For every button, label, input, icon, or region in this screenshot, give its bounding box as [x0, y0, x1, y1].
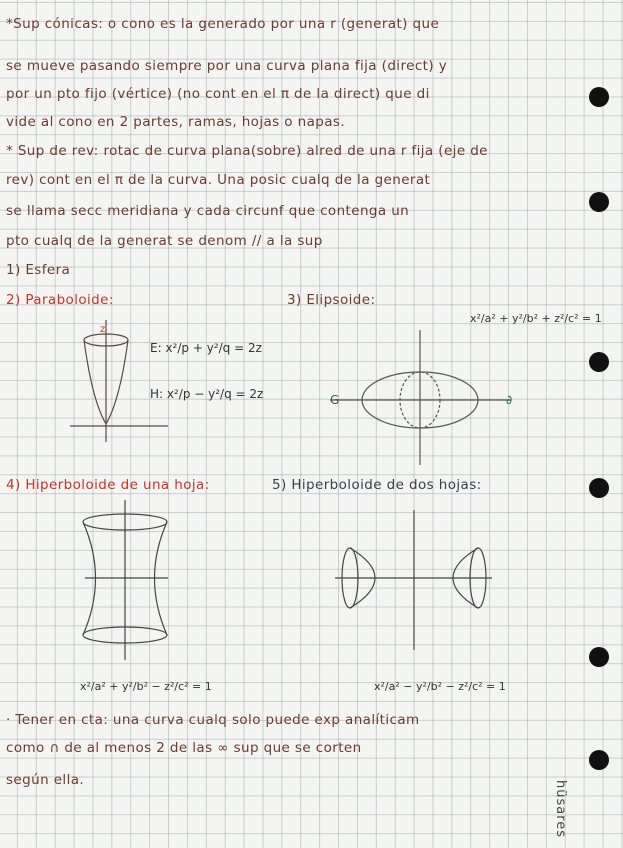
brand-logo: hüsares — [553, 780, 568, 839]
note-line: pto cualq de la generat se denom // a la sup — [6, 233, 323, 249]
list-item-paraboloide: 2) Paraboloide: — [6, 292, 114, 308]
formula-hiperboloide-una-hoja: x²/a² + y²/b² − z²/c² = 1 — [80, 680, 212, 693]
closing-line: como ∩ de al menos 2 de las ∞ sup que se corten — [6, 740, 362, 756]
elipsoide-sketch — [330, 330, 513, 465]
hiperboloide-una-hoja-sketch — [83, 500, 168, 660]
list-item-hiperboloide-dos-hojas: 5) Hiperboloide de dos hojas: — [272, 477, 482, 493]
note-line: por un pto fijo (vértice) (no cont en el π de la direct) que di — [6, 86, 430, 102]
ellipsoid-label-right: ∂ — [506, 393, 513, 407]
ellipsoid-label-left: G — [330, 393, 340, 407]
note-line: rev) cont en el π de la curva. Una posic cualq de la generat — [6, 172, 431, 188]
axis-label: z — [100, 324, 106, 335]
note-line: * Sup de rev: rotac de curva plana(sobre) alred de una r fija (eje de — [6, 143, 488, 159]
note-line: se mueve pasando siempre por una curva plana fija (direct) y — [6, 58, 448, 74]
paraboloide-sketch — [70, 320, 168, 442]
list-item-elipsoide: 3) Elipsoide: — [287, 292, 376, 308]
hiperboloide-dos-hojas-sketch — [335, 510, 492, 650]
formula-elipsoide: x²/a² + y²/b² + z²/c² = 1 — [470, 312, 602, 325]
note-line: se llama secc meridiana y cada circunf que contenga un — [6, 203, 410, 219]
closing-line: · Tener en cta: una curva cualq solo puede exp analíticam — [6, 712, 420, 728]
list-item-esfera: 1) Esfera — [6, 262, 71, 278]
note-line: *Sup cónicas: o cono es la generado por una r (generat) que — [6, 16, 440, 32]
formula-paraboloide-hiperbolico: H: x²/p − y²/q = 2z — [150, 387, 264, 401]
list-item-hiperboloide-una-hoja: 4) Hiperboloide de una hoja: — [6, 477, 210, 493]
note-line: vide al cono en 2 partes, ramas, hojas o napas. — [6, 114, 346, 130]
closing-line: según ella. — [6, 772, 85, 788]
formula-hiperboloide-dos-hojas: x²/a² − y²/b² − z²/c² = 1 — [374, 680, 506, 693]
formula-paraboloide-eliptico: E: x²/p + y²/q = 2z — [150, 341, 262, 355]
